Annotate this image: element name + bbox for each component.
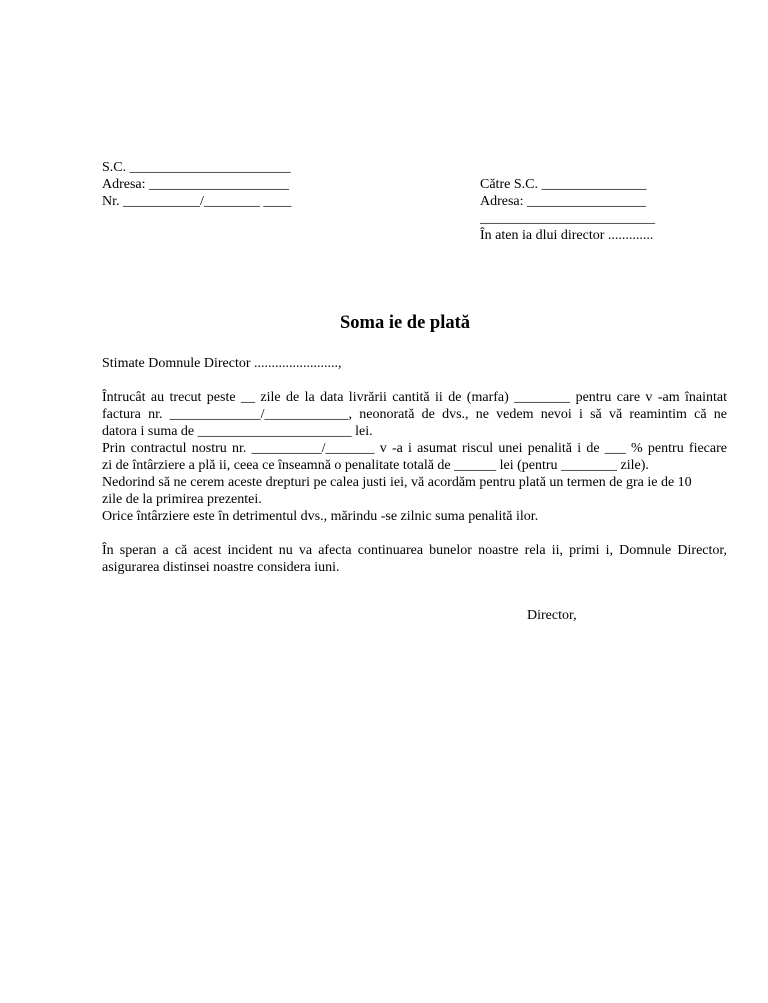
recipient-address: Adresa: _________________ — [480, 194, 647, 209]
sender-company: S.C. _______________________ — [102, 160, 291, 175]
recipient-blank-line: _________________________ — [480, 211, 655, 226]
signature: Director, — [527, 608, 577, 623]
document-title: Soma ie de plată — [340, 313, 471, 333]
body-line: zi de întârziere a plă ii, ceea ce înseamnă o penalitate totală de ______ lei (pentru ________ zile). — [102, 458, 649, 473]
body-line: datora i suma de ______________________ lei. — [102, 424, 373, 439]
body-line: zile de la primirea prezentei. — [102, 492, 262, 507]
body-line: Întrucât au trecut peste __ zile de la data livrării cantită ii de (marfa) ________ pentru care v -am înaintat — [102, 390, 727, 405]
sender-number: Nr. ___________/________ ____ — [102, 194, 292, 209]
closing-line: asigurarea distinsei noastre considera iuni. — [102, 560, 340, 575]
sender-address: Adresa: ____________________ — [102, 177, 290, 192]
closing-line: În speran a că acest incident nu va afecta continuarea bunelor noastre rela ii, primi i, Domnule Director, — [102, 543, 727, 558]
body-line: factura nr. _____________/____________, neonorată de dvs., ne vedem nevoi i să vă reamintim că ne — [102, 407, 727, 422]
recipient-attention: În aten ia dlui director ............. — [480, 228, 654, 243]
greeting: Stimate Domnule Director ........................, — [102, 356, 342, 371]
body-line: Prin contractul nostru nr. __________/_______ v -a i asumat riscul unei penalită i de ___ % pentru fiecare — [102, 441, 727, 456]
recipient-company: Către S.C. _______________ — [480, 177, 647, 192]
body-line: Nedorind să ne cerem aceste drepturi pe calea justi iei, vă acordăm pentru plată un termen de gra ie de 10 — [102, 475, 692, 490]
body-line: Orice întârziere este în detrimentul dvs., mărindu -se zilnic suma penalită ilor. — [102, 509, 539, 524]
